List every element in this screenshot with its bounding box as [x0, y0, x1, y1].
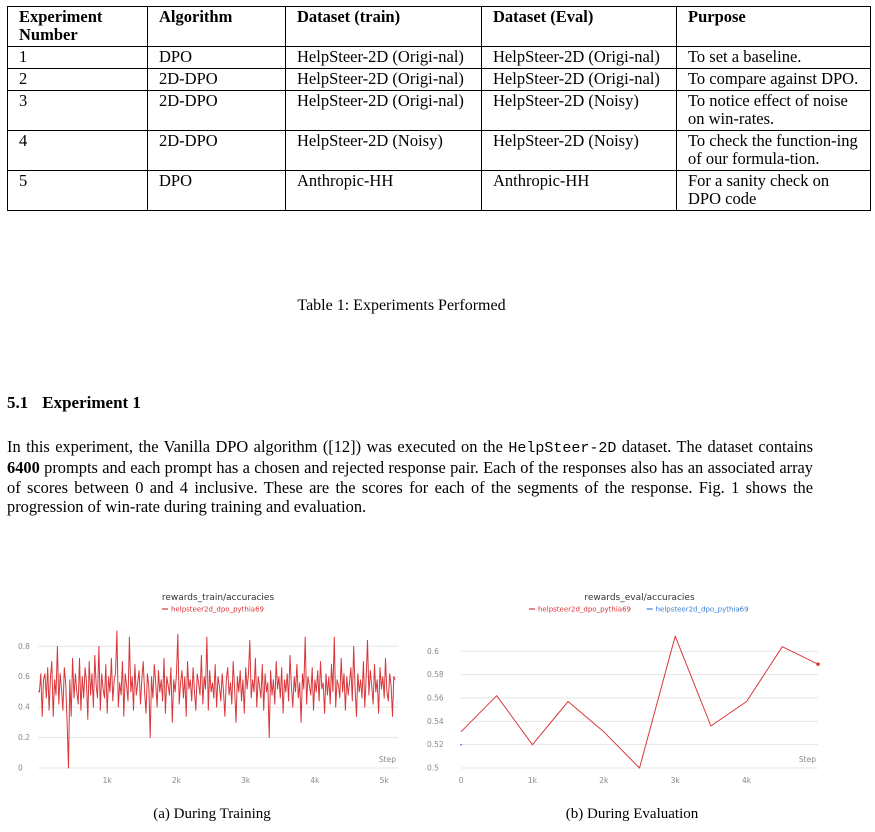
cell-algorithm: DPO	[148, 171, 286, 211]
train-accuracy-chart	[10, 585, 410, 790]
legend-label: helpsteer2d_dpo_pythia69	[655, 605, 749, 614]
y-tick-label: 0.52	[427, 740, 444, 750]
x-tick-label: 2k	[171, 776, 182, 785]
figure-caption-a: (a) During Training	[153, 806, 271, 822]
cell-eval: HelpSteer-2D (Noisy)	[482, 131, 677, 171]
cell-purpose: To notice effect of noise on win-rates.	[677, 91, 871, 131]
table-row	[8, 171, 871, 211]
experiments-table	[7, 6, 871, 211]
cell-train: HelpSteer-2D (Origi-nal)	[286, 69, 482, 91]
x-tick-label: 0	[458, 776, 464, 785]
x-tick-label: 4k	[310, 776, 320, 785]
x-axis-label: Step	[378, 755, 396, 764]
cell-train: Anthropic-HH	[286, 171, 482, 211]
cell-number: 2	[8, 69, 148, 91]
y-tick-label: 0.2	[18, 733, 30, 743]
series-end-point	[816, 662, 820, 666]
table-row	[8, 47, 871, 69]
table-row	[8, 91, 871, 131]
y-tick-label: 0.6	[427, 646, 439, 656]
x-tick-label: 4k	[742, 776, 752, 785]
series-line	[38, 631, 395, 768]
header-dataset-eval: Dataset (Eval)	[482, 7, 677, 47]
header-purpose: Purpose	[677, 7, 871, 47]
cell-train: HelpSteer-2D (Noisy)	[286, 131, 482, 171]
series-line	[461, 636, 818, 768]
cell-train: HelpSteer-2D (Origi-nal)	[286, 91, 482, 131]
para-text-1: In this experiment, the Vanilla DPO algorithm ([12]) was executed on the	[7, 437, 509, 456]
series-point	[460, 744, 462, 746]
x-tick-label: 5k	[379, 776, 389, 785]
section-number: 5.1	[7, 393, 29, 412]
body-paragraph	[7, 437, 813, 517]
eval-accuracy-chart	[425, 585, 825, 790]
y-tick-label: 0.4	[18, 702, 30, 712]
x-tick-label: 3k	[241, 776, 251, 785]
section-title: Experiment 1	[42, 393, 141, 412]
chart-title: rewards_train/accuracies	[161, 593, 275, 603]
table-row	[8, 69, 871, 91]
y-tick-label: 0.54	[427, 716, 444, 726]
cell-purpose: For a sanity check on DPO code	[677, 171, 871, 211]
figure-caption-b: (b) During Evaluation	[565, 806, 699, 822]
cell-purpose: To compare against DPO.	[677, 69, 871, 91]
section-heading	[7, 393, 141, 413]
x-axis-label: Step	[798, 755, 816, 764]
table-row	[8, 131, 871, 171]
dataset-name: HelpSteer-2D	[508, 440, 617, 457]
prompt-count: 6400	[7, 458, 40, 478]
y-tick-label: 0.8	[18, 641, 30, 651]
cell-purpose: To set a baseline.	[677, 47, 871, 69]
header-algorithm: Algorithm	[148, 7, 286, 47]
cell-number: 3	[8, 91, 148, 131]
y-tick-label: 0.5	[427, 763, 439, 773]
header-experiment-number: Experiment Number	[8, 7, 148, 47]
y-tick-label: 0	[18, 763, 23, 773]
cell-number: 4	[8, 131, 148, 171]
para-text-2: dataset. The dataset contains	[616, 437, 814, 456]
cell-number: 1	[8, 47, 148, 69]
cell-algorithm: 2D-DPO	[148, 91, 286, 131]
para-text-3: prompts and each prompt has a chosen and rejected response pair. Each of the responses also has an associated array of scores between 0 and 4 inclusive. These are the scores for each of the segments of the response. Fig. 1 shows the progression of win-rate during training and evaluation.	[7, 458, 813, 517]
y-tick-label: 0.56	[427, 693, 444, 703]
cell-algorithm: 2D-DPO	[148, 69, 286, 91]
cell-algorithm: DPO	[148, 47, 286, 69]
legend-label: helpsteer2d_dpo_pythia69	[171, 605, 264, 614]
chart-title: rewards_eval/accuracies	[584, 593, 695, 603]
table-header-row	[8, 7, 871, 47]
table-caption: Table 1: Experiments Performed	[297, 297, 506, 314]
y-tick-label: 0.58	[427, 670, 444, 680]
y-tick-label: 0.6	[18, 672, 30, 682]
header-dataset-train: Dataset (train)	[286, 7, 482, 47]
x-tick-label: 3k	[670, 776, 680, 785]
x-tick-label: 1k	[102, 776, 112, 785]
x-tick-label: 1k	[527, 776, 537, 785]
cell-train: HelpSteer-2D (Origi-nal)	[286, 47, 482, 69]
cell-number: 5	[8, 171, 148, 211]
cell-eval: HelpSteer-2D (Noisy)	[482, 91, 677, 131]
cell-eval: HelpSteer-2D (Origi-nal)	[482, 47, 677, 69]
x-tick-label: 2k	[599, 776, 609, 785]
cell-algorithm: 2D-DPO	[148, 131, 286, 171]
cell-eval: Anthropic-HH	[482, 171, 677, 211]
cell-eval: HelpSteer-2D (Origi-nal)	[482, 69, 677, 91]
legend-label: helpsteer2d_dpo_pythia69	[538, 605, 631, 614]
cell-purpose: To check the function-ing of our formula-tion.	[677, 131, 871, 171]
